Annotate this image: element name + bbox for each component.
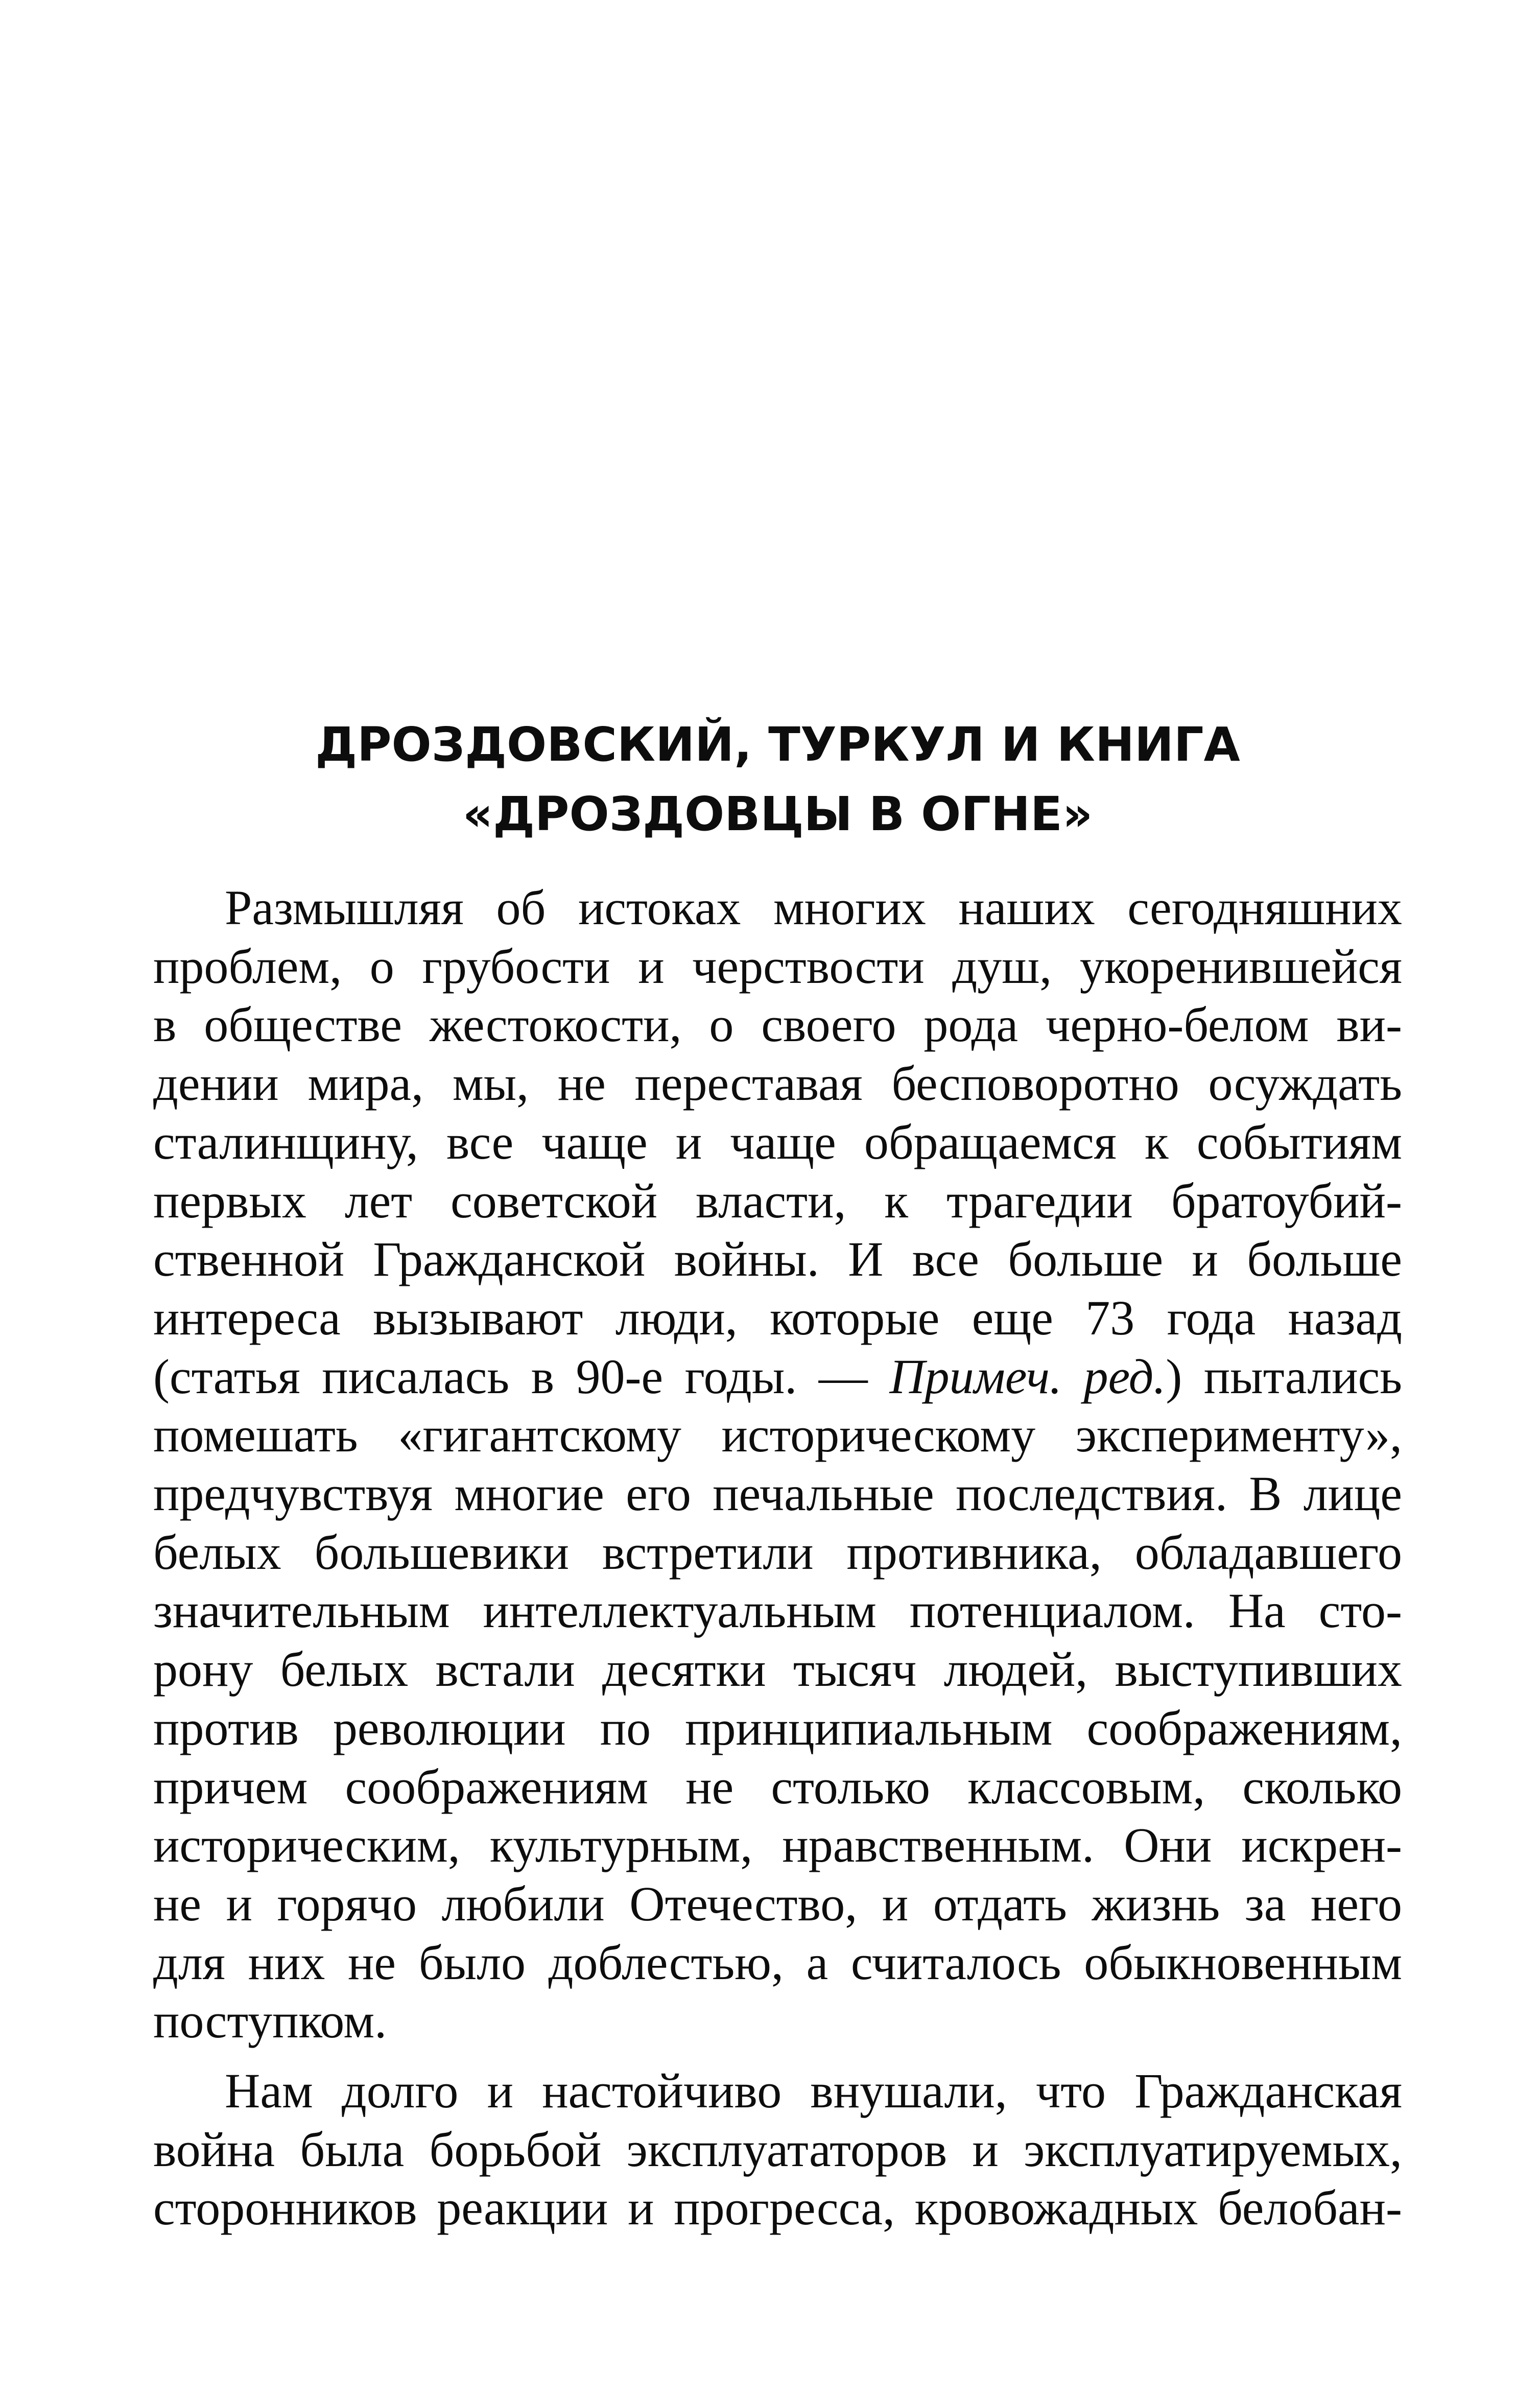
text-line: первых лет советской власти, к трагедии братоубий- <box>153 1173 1402 1228</box>
text-line: помешать «гигантскому историческому эксперименту», <box>153 1407 1402 1463</box>
text-line: белых большевики встретили противника, обладавшего <box>153 1524 1402 1580</box>
heading-line: ДРОЗДОВСКИЙ, ТУРКУЛ И КНИГА <box>315 717 1240 772</box>
heading-line: «ДРОЗДОВЦЫ В ОГНЕ» <box>462 787 1093 841</box>
text-line: значительным интеллектуальным потенциалом. На сто- <box>153 1583 1402 1638</box>
text-span: (статья писалась в 90-е годы. — <box>153 1349 890 1404</box>
editor-note: Примеч. ред. <box>889 1349 1166 1404</box>
text-line: причем соображениям не столько классовым, сколько <box>153 1759 1402 1814</box>
chapter-heading <box>153 710 1402 849</box>
text-line: проблем, о грубости и черствости душ, укоренившейся <box>153 938 1402 994</box>
text-line: Размышляя об истоках многих наших сегодняшних <box>225 880 1402 935</box>
text-line: ственной Гражданской войны. И все больше и больше <box>153 1232 1402 1287</box>
paragraph <box>153 2062 1402 2238</box>
text-line: в обществе жестокости, о своего рода черно-белом ви- <box>153 997 1402 1052</box>
body-text <box>153 879 1402 2238</box>
text-line: война была борьбой эксплуататоров и эксплуатируемых, <box>153 2122 1402 2177</box>
text-line: историческим, культурным, нравственным. Они искрен- <box>153 1818 1402 1873</box>
text-line: Нам долго и настойчиво внушали, что Гражданская <box>225 2063 1402 2119</box>
paragraph <box>153 879 1402 2051</box>
text-line: рону белых встали десятки тысяч людей, выступивших <box>153 1642 1402 1697</box>
text-line: поступком. <box>153 1993 387 2049</box>
text-line: для них не было доблестью, а считалось обыкновенным <box>153 1935 1402 1990</box>
text-line: против революции по принципиальным соображениям, <box>153 1700 1402 1755</box>
text-line: дении мира, мы, не переставая бесповоротно осуждать <box>153 1056 1402 1111</box>
text-line <box>153 1348 1402 1406</box>
text-line: сталинщину, все чаще и чаще обращаемся к событиям <box>153 1114 1402 1169</box>
text-line: интереса вызывают люди, которые еще 73 года назад <box>153 1290 1402 1345</box>
text-span: ) пытались <box>1166 1349 1403 1404</box>
text-line: предчувствуя многие его печальные последствия. В лице <box>153 1466 1402 1521</box>
text-line: сторонников реакции и прогресса, кровожадных белобан- <box>153 2180 1402 2236</box>
text-line: не и горячо любили Отечество, и отдать жизнь за него <box>153 1876 1402 1931</box>
